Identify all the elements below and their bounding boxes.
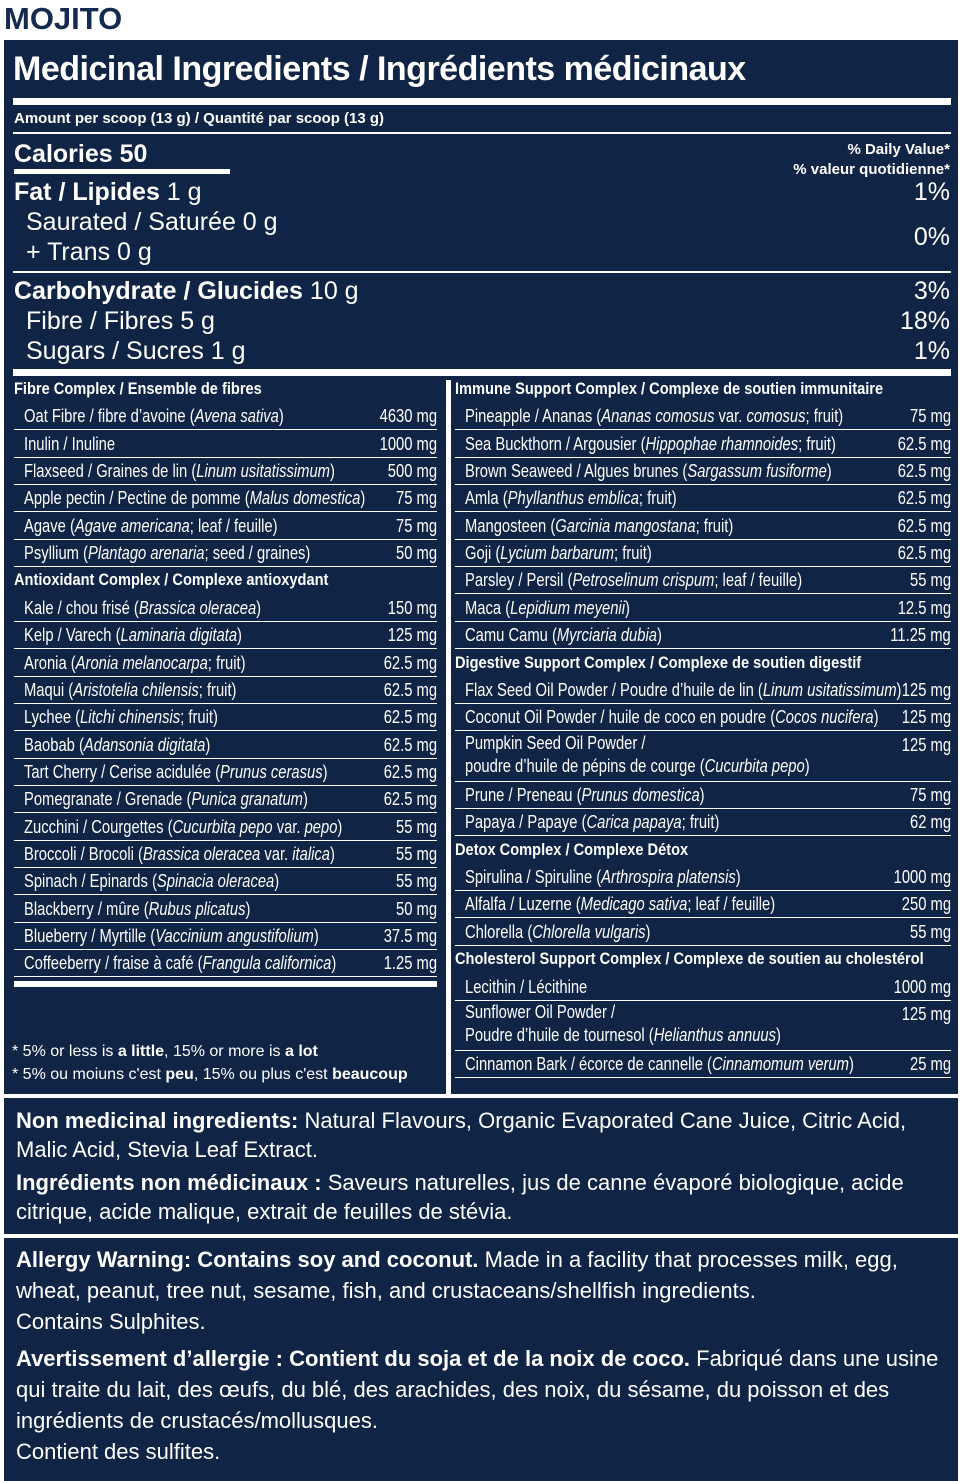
non-medicinal-fr: Ingrédients non médicinaux : Saveurs naturelles, jus de canne évaporé biologique, acide citrique, acide malique, extrait de feuilles de stévia. [16,1170,904,1224]
ingredient-row [14,868,437,895]
ingredient-amount: 62.5 mg [897,543,951,564]
section-heading: Immune Support Complex / Complexe de soutien immunitaire [455,379,884,398]
ingredient-name: Maca (Lepidium meyenii) [465,597,630,618]
ingredient-name: Cinnamon Bark / écorce de cannelle (Cinnamomum verum) [465,1054,854,1075]
section-heading: Detox Complex / Complexe Détox [455,839,689,859]
ingredient-row [455,974,951,1001]
ingredient-name: Alfalfa / Luzerne (Medicago sativa; leaf / feuille) [465,894,776,915]
calories: Calories 50 [14,140,148,168]
ingredient-row [455,782,951,809]
ingredient-name: Prune / Preneau (Prunus domestica) [465,785,705,806]
section-heading: Digestive Support Complex / Complexe de soutien digestif [455,652,862,672]
footnote-fr: * 5% ou moiuns c'est peu, 15% ou plus c'est beaucoup [12,1066,408,1083]
ingredient-row [455,1001,951,1051]
divider [13,271,951,273]
ingredient-amount: 62.5 mg [897,515,951,536]
ingredient-name: Psyllium (Plantago arenaria; seed / graines) [24,543,311,564]
nutrient-row: Fat / Lipides 1 g 1% [14,178,950,206]
ingredient-row [14,759,437,786]
ingredient-name: Spinach / Epinards (Spinacia oleracea) [24,871,280,892]
section-heading: Fibre Complex / Ensemble de fibres [14,379,262,398]
ingredient-amount: 62.5 mg [897,488,951,509]
allergy-fr: Avertissement d’allergie : Contient du soja et de la noix de coco. Fabriqué dans une usine qui traite du lait, des œufs, du blé, des arachides, des noix, du sésame, du poisson et des ingrédients de crustacés/mollusques. Contient des sulfites. [16,1346,939,1464]
ingredient-name: Goji (Lycium barbarum; fruit) [465,543,652,564]
ingredient-row [455,677,951,704]
daily-value-header: % Daily Value* % valeur quotidienne* [793,141,950,178]
ingredient-amount: 62.5 mg [383,679,437,700]
ingredient-name: Blueberry / Myrtille (Vaccinium angustifolium) [24,926,319,946]
ingredient-name: Agave (Agave americana; leaf / feuille) [24,515,278,536]
ingredient-row [14,403,437,430]
ingredient-row [455,891,951,918]
ingredient-name: Mangosteen (Garcinia mangostana; fruit) [465,515,734,536]
ingredient-row [455,732,951,782]
ingredient-amount: 125 mg [901,734,951,755]
ingredient-row [455,595,951,622]
ingredient-amount: 75 mg [909,785,951,806]
ingredient-amount: 62.5 mg [383,734,437,755]
ingredient-amount: 125 mg [901,707,951,728]
ingredient-row [14,841,437,868]
ingredient-name: Flaxseed / Graines de lin (Linum usitatissimum) [24,461,335,482]
ingredient-name: Kale / chou frisé (Brassica oleracea) [24,597,262,618]
ingredient-amount: 125 mg [901,679,951,700]
column-divider [446,380,451,1094]
ingredient-row [455,458,951,485]
ingredient-row [455,540,951,567]
panel-title: Medicinal Ingredients / Ingrédients médicinaux [13,50,746,88]
ingredient-row [455,403,951,430]
ingredient-amount: 62.5 mg [383,707,437,728]
ingredient-amount: 75 mg [909,406,951,427]
ingredient-amount: 1000 mg [379,433,437,454]
ingredient-amount: 1000 mg [893,976,951,997]
ingredient-amount: 62.5 mg [383,652,437,673]
ingredient-name: Pineapple / Ananas (Ananas comosus var. comosus; fruit) [465,406,844,427]
ingredient-row [14,431,437,458]
ingredient-amount: 1000 mg [893,867,951,888]
ingredient-name: Tart Cherry / Cerise acidulée (Prunus cerasus) [24,761,328,782]
ingredient-amount: 250 mg [901,894,951,915]
nutrient-row: Carbohydrate / Glucides 10 g 3% [14,277,950,305]
ingredient-amount: 55 mg [395,816,437,837]
ingredient-amount: 55 mg [395,843,437,864]
ingredient-row [14,896,437,923]
allergy-section [4,1238,958,1481]
ingredient-row [14,458,437,485]
ingredient-row [455,485,951,512]
ingredient-row [455,864,951,891]
ingredient-name: Apple pectin / Pectine de pomme (Malus domestica) [24,488,366,509]
ingredient-name: Chlorella (Chlorella vulgaris) [465,921,651,942]
ingredient-amount: 62.5 mg [383,761,437,782]
ingredient-row [455,622,951,649]
divider [14,169,230,174]
ingredient-amount: 50 mg [395,898,437,919]
ingredient-amount: 75 mg [395,515,437,536]
ingredient-amount: 11.25 mg [890,625,951,646]
ingredient-amount: 500 mg [387,461,437,482]
ingredient-row [14,814,437,841]
ingredient-name: Flax Seed Oil Powder / Poudre d’huile de lin (Linum usitatissimum) [465,679,902,700]
ingredient-row [14,485,437,512]
non-medicinal-section [4,1098,958,1234]
ingredient-row [14,622,437,649]
divider [13,132,951,134]
ingredient-row [455,1051,951,1078]
ingredient-amount: 125 mg [387,625,437,646]
ingredient-row [14,540,437,567]
ingredient-amount: 50 mg [395,543,437,564]
nutrition-panel [4,40,958,1094]
ingredient-row [455,919,951,946]
trans-fat-pct: 0% [913,223,950,251]
ingredient-name: Brown Seaweed / Algues brunes (Sargassum fusiforme) [465,461,832,482]
ingredient-amount: 62 mg [909,812,951,833]
ingredient-name: Zucchini / Courgettes (Cucurbita pepo var. pepo) [24,816,343,837]
divider [14,981,437,987]
ingredient-amount: 25 mg [909,1054,951,1075]
ingredient-name: Spirulina / Spiruline (Arthrospira platensis) [465,867,741,888]
ingredient-name: Camu Camu (Myrciaria dubia) [465,625,662,646]
ingredient-name: Baobab (Adansonia digitata) [24,734,211,755]
ingredient-row [455,431,951,458]
ingredient-name: Lychee (Litchi chinensis; fruit) [24,707,218,728]
ingredient-amount: 1.25 mg [383,953,437,974]
nutrient-row: Saurated / Saturée 0 g [26,208,278,236]
ingredient-name: Kelp / Varech (Laminaria digitata) [24,625,242,646]
ingredient-name: Aronia (Aronia melanocarpa; fruit) [24,652,246,673]
divider [13,369,951,376]
serving-amount: Amount per scoop (13 g) / Quantité par scoop (13 g) [14,110,385,127]
ingredient-amount: 4630 mg [379,406,437,427]
divider [13,98,951,105]
ingredient-amount: 37.5 mg [383,926,437,946]
ingredient-row [14,950,437,977]
ingredient-row [14,650,437,677]
ingredient-amount: 12.5 mg [897,597,951,618]
ingredient-row [14,786,437,813]
ingredient-name: Sunflower Oil Powder / Poudre d’huile de tournesol (Helianthus annuus) [465,1001,781,1045]
ingredient-amount: 62.5 mg [897,461,951,482]
nutrient-row: + Trans 0 g [26,238,152,266]
section-heading: Antioxidant Complex / Complexe antioxydant [14,570,329,590]
ingredient-name: Maqui (Aristotelia chilensis; fruit) [24,679,237,700]
ingredient-row [14,595,437,622]
ingredient-name: Pumpkin Seed Oil Powder / poudre d’huile de pépins de courge (Cucurbita pepo) [465,732,810,776]
ingredient-amount: 125 mg [901,1003,951,1024]
nutrient-row: Fibre / Fibres 5 g 18% [26,307,950,335]
ingredient-amount: 62.5 mg [897,433,951,454]
footnote-en: * 5% or less is a little, 15% or more is a lot [12,1043,318,1060]
ingredient-row [14,732,437,759]
ingredient-name: Parsley / Persil (Petroselinum crispum; leaf / feuille) [465,570,803,591]
ingredient-row [14,677,437,704]
ingredient-amount: 75 mg [395,488,437,509]
ingredient-row [455,704,951,731]
ingredient-name: Blackberry / mûre (Rubus plicatus) [24,898,251,919]
ingredient-amount: 55 mg [909,570,951,591]
ingredient-amount: 55 mg [395,871,437,892]
ingredient-row [455,567,951,594]
ingredient-amount: 150 mg [387,597,437,618]
ingredient-row [14,513,437,540]
flavor-name: MOJITO [4,1,123,36]
ingredient-name: Amla (Phyllanthus emblica; fruit) [465,488,677,509]
ingredient-name: Pomegranate / Grenade (Punica granatum) [24,789,308,810]
ingredient-name: Coconut Oil Powder / huile de coco en poudre (Cocos nucifera) [465,707,879,728]
ingredient-amount: 62.5 mg [383,789,437,810]
ingredient-name: Inulin / Inuline [24,433,116,454]
ingredient-name: Papaya / Papaye (Carica papaya; fruit) [465,812,720,833]
ingredient-row [455,513,951,540]
ingredient-amount: 55 mg [909,921,951,942]
ingredient-row [455,809,951,836]
ingredient-name: Lecithin / Lécithine [465,976,588,997]
nutrient-row: Sugars / Sucres 1 g 1% [26,337,950,365]
ingredient-name: Coffeeberry / fraise à café (Frangula californica) [24,953,337,974]
ingredient-row [14,704,437,731]
ingredient-name: Sea Buckthorn / Argousier (Hippophae rhamnoides; fruit) [465,433,836,454]
ingredient-row [14,923,437,950]
ingredient-name: Oat Fibre / fibre d’avoine (Avena sativa) [24,406,284,427]
ingredient-name: Broccoli / Brocoli (Brassica oleracea var. italica) [24,843,335,864]
allergy-en: Allergy Warning: Contains soy and coconut. Made in a facility that processes milk, egg, wheat, peanut, tree nut, sesame, fish, and crustaceans/shellfish ingredients. Contains Sulphites. [16,1247,898,1334]
non-medicinal-en: Non medicinal ingredients: Natural Flavours, Organic Evaporated Cane Juice, Citric Acid, Malic Acid, Stevia Leaf Extract. [16,1108,907,1162]
section-heading: Cholesterol Support Complex / Complexe de soutien au cholestérol [455,949,924,969]
